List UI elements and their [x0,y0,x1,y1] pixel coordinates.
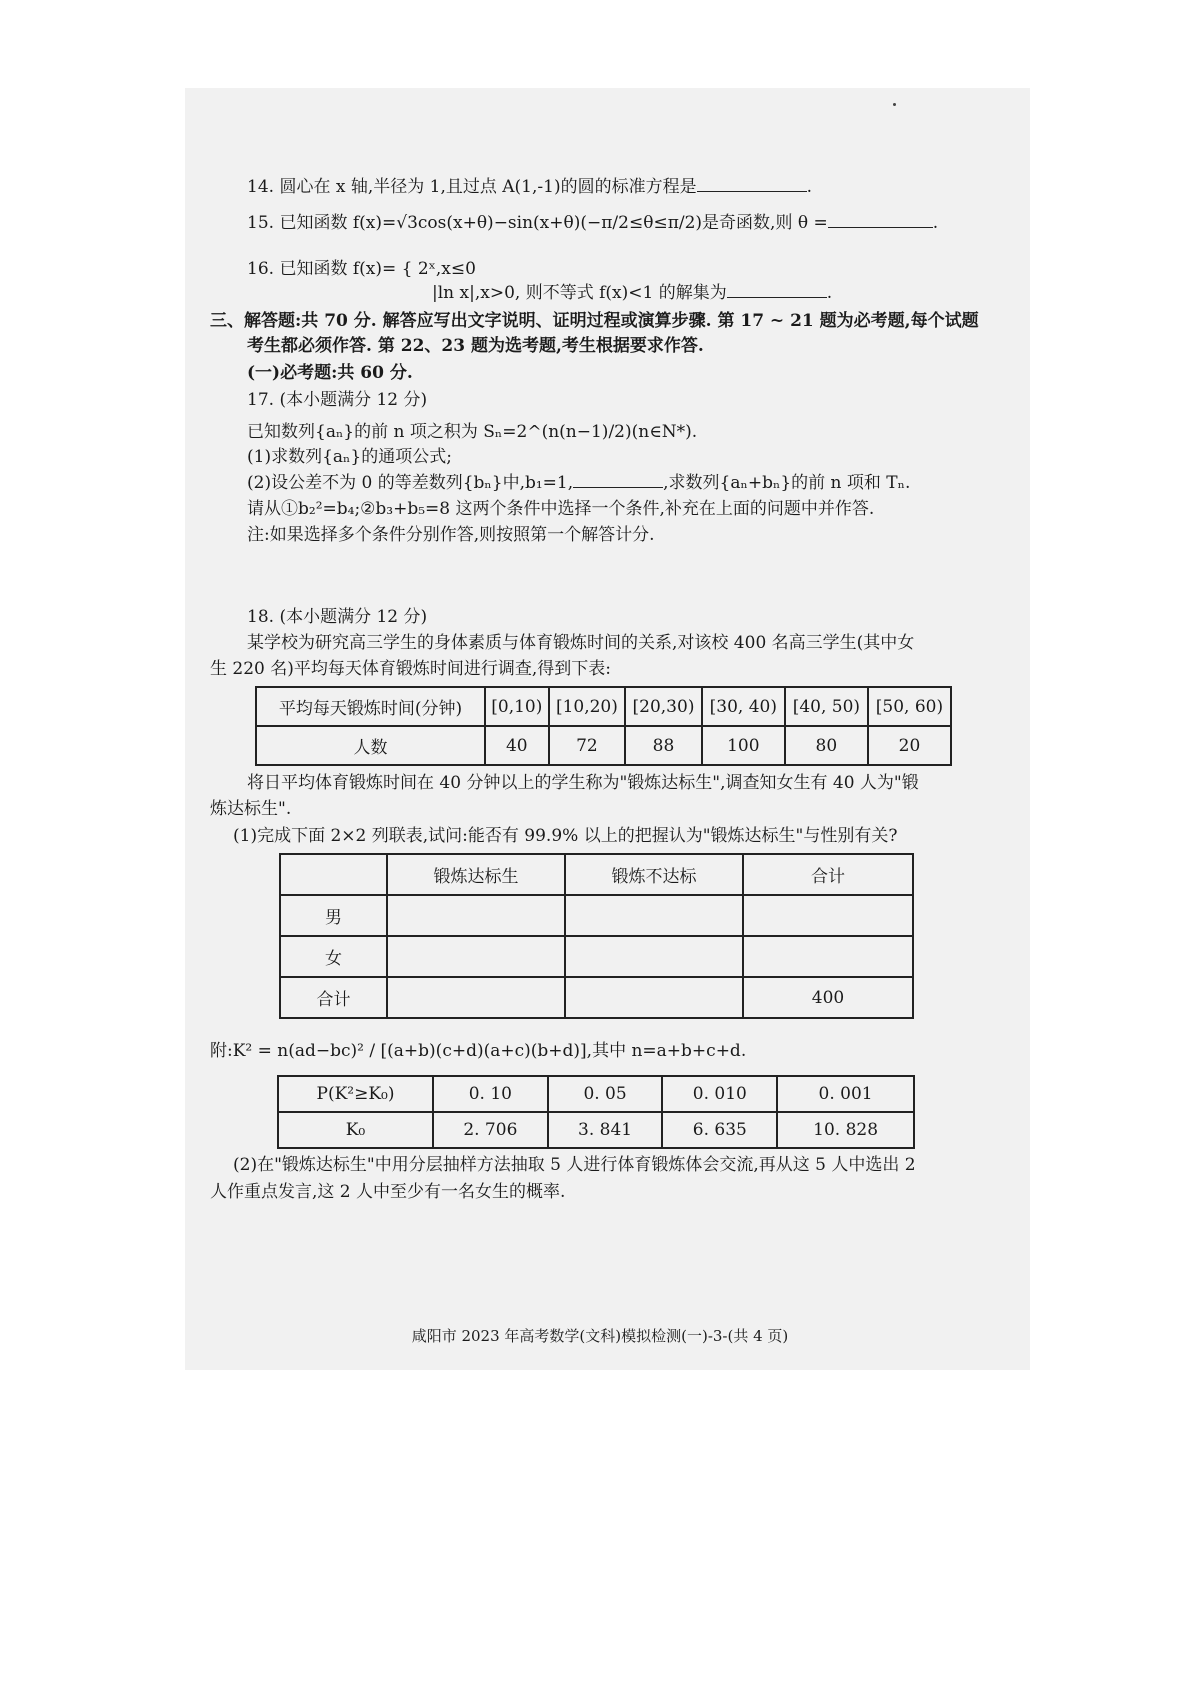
p-cell: 0. 010 [662,1076,777,1112]
q18-para1: 某学校为研究高三学生的身体素质与体育锻炼时间的关系,对该校 400 名高三学生(其中女 [247,633,915,653]
table1-row-label: 人数 [256,726,485,765]
contingency-table [279,853,914,1019]
col-header: 合计 [743,854,913,895]
q17-line4: 请从①b₂²=b₄;②b₃+b₅=8 这两个条件中选择一个条件,补充在上面的问题中并作答. [247,499,875,519]
q18-para2: 生 220 名)平均每天体育锻炼时间进行调查,得到下表: [210,659,612,679]
interval-cell: [40, 50) [785,687,868,726]
p-cell: 0. 10 [433,1076,548,1112]
empty-cell [565,936,743,977]
empty-cell [387,977,565,1018]
q15-blank [828,213,933,228]
q18-para3: 将日平均体育锻炼时间在 40 分钟以上的学生称为"锻炼达标生",调查知女生有 40 人为"锻 [247,773,919,793]
count-cell: 20 [868,726,951,765]
question-15 [247,212,938,234]
q17-head: 17. (本小题满分 12 分) [247,390,428,410]
q18-para4: 炼达标生". [210,799,292,819]
q16-end: . [826,283,833,303]
k0-cell: 10. 828 [777,1112,914,1148]
question-16-line1 [247,258,476,280]
section3-line1: 三、解答题:共 70 分. 解答应写出文字说明、证明过程或演算步骤. 第 17 ~ 21 题为必考题,每个试题 [210,311,979,331]
k0-label: K₀ [278,1112,433,1148]
interval-cell: [0,10) [485,687,549,726]
empty-cell [387,895,565,936]
q18-part2-line1: (2)在"锻炼达标生"中用分层抽样方法抽取 5 人进行体育锻炼体会交流,再从这 5 人中选出 2 [233,1155,916,1175]
interval-cell: [50, 60) [868,687,951,726]
k0-cell: 3. 841 [548,1112,663,1148]
section3-sub: (一)必考题:共 60 分. [247,363,413,383]
q18-part1: (1)完成下面 2×2 列联表,试问:能否有 99.9% 以上的把握认为"锻炼达标生"与性别有关? [233,826,898,846]
k0-cell: 2. 706 [433,1112,548,1148]
q15-text: 15. 已知函数 f(x)=√3cos(x+θ)−sin(x+θ)(−π/2≤θ≤π/2)是奇函数,则 θ = [247,213,828,233]
question-14 [247,176,812,198]
row-header: 女 [280,936,387,977]
k0-cell: 6. 635 [662,1112,777,1148]
q14-end: . [806,177,812,197]
interval-cell: [30, 40) [702,687,785,726]
count-cell: 100 [702,726,785,765]
q17-line3 [247,472,910,494]
col-header: 锻炼达标生 [387,854,565,895]
q17-line1: 已知数列{aₙ}的前 n 项之积为 Sₙ=2^(n(n−1)/2)(n∈N*). [247,422,698,442]
empty-cell [387,936,565,977]
q14-text: 14. 圆心在 x 轴,半径为 1,且过点 A(1,-1)的圆的标准方程是 [247,177,697,197]
q15-end: . [932,213,939,233]
q16-blank [727,283,827,298]
empty-cell [743,895,913,936]
count-cell: 88 [625,726,702,765]
q18-head: 18. (本小题满分 12 分) [247,607,428,627]
empty-cell [743,936,913,977]
page-footer: 咸阳市 2023 年高考数学(文科)模拟检测(一)-3-(共 4 页) [411,1327,789,1345]
section3-line2: 考生都必须作答. 第 22、23 题为选考题,考生根据要求作答. [247,336,704,356]
question-16-line2 [432,282,832,304]
count-cell: 40 [485,726,549,765]
q18-formula: 附:K² = n(ad−bc)² / [(a+b)(c+d)(a+c)(b+d)],其中 n=a+b+c+d. [210,1041,747,1061]
q17-blank [573,473,663,488]
row-header: 男 [280,895,387,936]
speck [893,103,896,106]
q17-line5: 注:如果选择多个条件分别作答,则按照第一个解答计分. [247,525,655,545]
interval-cell: [20,30) [625,687,702,726]
p-label: P(K²≥K₀) [278,1076,433,1112]
q16-piecewise-2: |ln x|,x>0, [432,283,521,303]
time-distribution-table [255,686,952,766]
p-cell: 0. 05 [548,1076,663,1112]
q17-line2: (1)求数列{aₙ}的通项公式; [247,447,452,467]
q16-piecewise-1: 16. 已知函数 f(x)= { 2ˣ,x≤0 [247,259,476,279]
q17-line3b: ,求数列{aₙ+bₙ}的前 n 项和 Tₙ. [663,473,911,493]
empty-cell [565,977,743,1018]
corner-cell [280,854,387,895]
count-cell: 80 [785,726,868,765]
total-cell: 400 [743,977,913,1018]
col-header: 锻炼不达标 [565,854,743,895]
q18-part2-line2: 人作重点发言,这 2 人中至少有一名女生的概率. [210,1182,566,1202]
p-cell: 0. 001 [777,1076,914,1112]
q16-cont: 则不等式 f(x)<1 的解集为 [525,283,727,303]
q17-line3a: (2)设公差不为 0 的等差数列{bₙ}中,b₁=1, [247,473,574,493]
q14-blank [697,177,807,192]
row-header: 合计 [280,977,387,1018]
critical-value-table [277,1075,915,1149]
interval-cell: [10,20) [549,687,626,726]
empty-cell [565,895,743,936]
table1-header: 平均每天锻炼时间(分钟) [256,687,485,726]
count-cell: 72 [549,726,626,765]
